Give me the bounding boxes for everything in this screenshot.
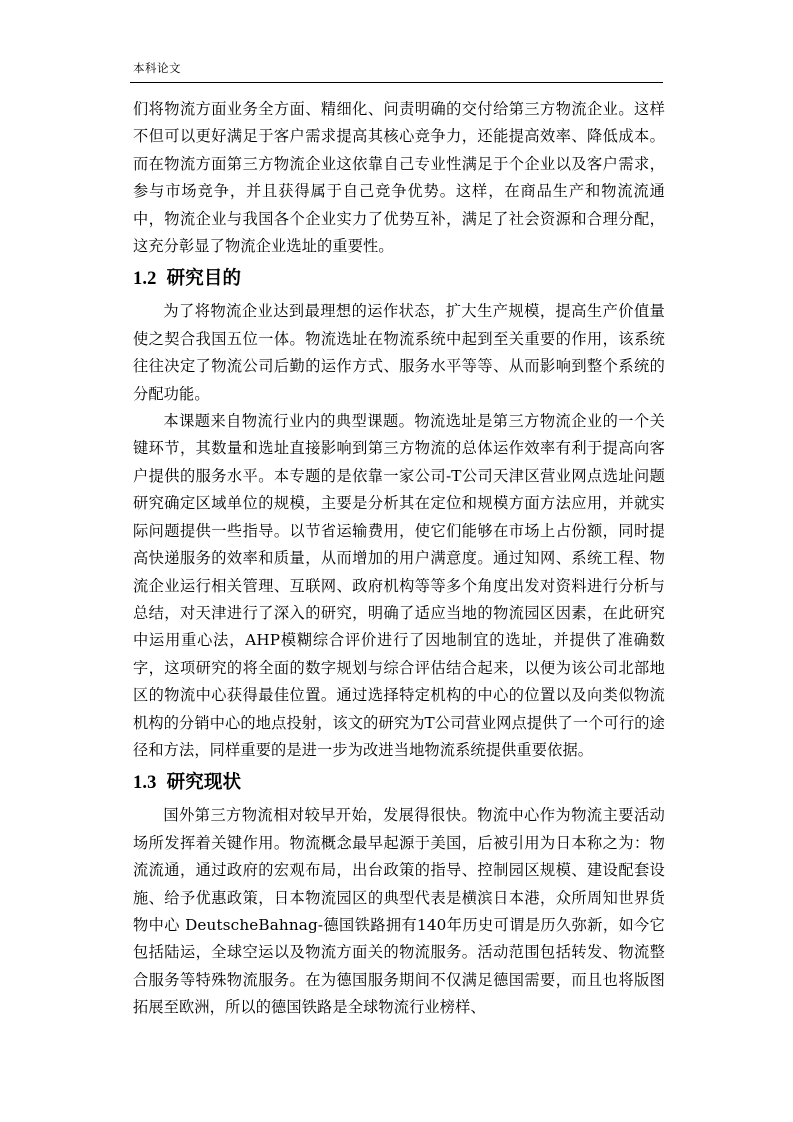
section-number: 1.2 <box>133 269 157 290</box>
running-header: 本科论文 <box>133 61 181 75</box>
paragraph: 为了将物流企业达到最理想的运作状态，扩大生产规模，提高生产价值量使之契合我国五位一体。物流选址在物流系统中起到至关重要的作用，该系统往往决定了物流公司后勤的运作方式、服务水平等等、从而影响到整个系统的分配功能。 <box>133 302 665 403</box>
section-title: 研究目的 <box>166 268 242 290</box>
paragraph: 国外第三方物流相对较早开始，发展得很快。物流中心作为物流主要活动场所发挥着关键作用。物流概念最早起源于美国，后被引用为日本称之为：物流流通，通过政府的宏观布局，出台政策的指导、控制园区规模、建设配套设施、给予优惠政策，日本物流园区的典型代表是横滨日本港，众所周知世界货物中心 DeutscheBahnag-德国铁路拥有140年历史可谓是历久弥新，如今它包括陆运，全球空运以及物流方面关的物流服务。活动范围包括转发、物流整合服务等特殊物流服务。在为德国服务期间不仅满足德国需要，而且也将版图拓展至欧洲，所以的德国铁路是全球物流行业榜样、 <box>133 806 665 1017</box>
section-title: 研究现状 <box>166 772 242 794</box>
section-number: 1.3 <box>133 773 157 794</box>
document-body <box>133 96 665 1022</box>
intro-paragraph: 们将物流方面业务全方面、精细化、问责明确的交付给第三方物流企业。这样不但可以更好满足于客户需求提高其核心竞争力，还能提高效率、降低成本。而在物流方面第三方物流企业这依靠自己专业性满足于个企业以及客户需求，参与市场竞争，并且获得属于自己竞争优势。这样，在商品生产和物流流通中，物流企业与我国各个企业实力了优势互补，满足了社会资源和合理分配，这充分彰显了物流企业选址的重要性。 <box>133 100 665 256</box>
header-rule <box>130 82 663 83</box>
section-heading-1-3 <box>133 768 665 798</box>
paragraph: 本课题来自物流行业内的典型课题。物流选址是第三方物流企业的一个关键环节，其数量和选址直接影响到第三方物流的总体运作效率有利于提高向客户提供的服务水平。本专题的是依靠一家公司-T公司天津区营业网点选址问题研究确定区域单位的规模，主要是分析其在定位和规模方面方法应用，并就实际问题提供一些指导。以节省运输费用，使它们能够在市场上占份额，同时提高快递服务的效率和质量，从而增加的用户满意度。通过知网、系统工程、物流企业运行相关管理、互联网、政府机构等等多个角度出发对资料进行分析与总结，对天津进行了深入的研究，明确了适应当地的物流园区因素，在此研究中运用重心法，AHP模糊综合评价进行了因地制宜的选址，并提供了准确数字，这项研究的将全面的数字规划与综合评估结合起来，以便为该公司北部地区的物流中心获得最佳位置。通过选择特定机构的中心的位置以及向类似物流机构的分销中心的地点投射，该文的研究为T公司营业网点提供了一个可行的途径和方法，同样重要的是进一步为改进当地物流系统提供重要依据。 <box>133 412 665 759</box>
section-heading-1-2 <box>133 264 665 294</box>
